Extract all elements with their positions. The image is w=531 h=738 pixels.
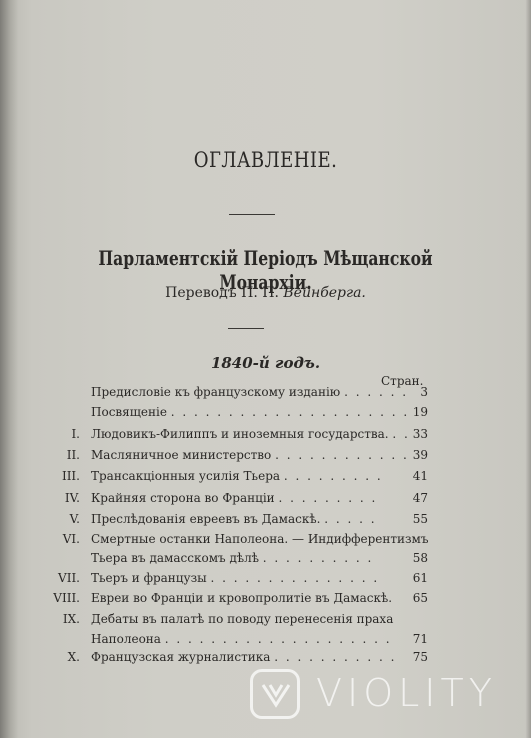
toc-entry-text bbox=[91, 532, 429, 546]
toc-entry bbox=[14, 532, 434, 553]
toc-entry-page: 71 bbox=[412, 632, 428, 646]
toc-entry-leader: . . . . . . . . . . . bbox=[274, 650, 397, 664]
toc-entry-page: 19 bbox=[412, 405, 428, 419]
toc-entry bbox=[14, 448, 434, 469]
toc-entry-text bbox=[91, 491, 377, 505]
toc-entry-page: 41 bbox=[412, 469, 428, 483]
toc-entry-number: III. bbox=[61, 469, 80, 483]
toc-entry-text bbox=[91, 448, 409, 462]
divider-rule bbox=[228, 328, 264, 329]
toc-entry-title: Людовикъ-Филиппъ и иноземныя государства. bbox=[91, 427, 389, 441]
translator-line bbox=[0, 285, 531, 301]
toc-entry-page: 3 bbox=[420, 385, 428, 399]
toc-entry-title: Французская журналистика bbox=[91, 650, 271, 664]
divider-rule bbox=[229, 214, 275, 215]
toc-entry-text bbox=[91, 551, 373, 565]
toc-entry-leader: . . . . . . . . . . bbox=[262, 551, 374, 565]
toc-entry-page: 75 bbox=[412, 650, 428, 664]
toc-entry-text bbox=[91, 612, 393, 626]
toc-entry-page: 47 bbox=[412, 491, 428, 505]
toc-entry-number: VI. bbox=[62, 532, 80, 546]
toc-entry-text bbox=[91, 385, 408, 399]
toc-entry-leader: . . . . . . . . . . . . bbox=[275, 448, 409, 462]
toc-entry-leader: . . . . . . . . . . . . . . . bbox=[210, 571, 380, 585]
toc-entry bbox=[14, 427, 434, 448]
toc-entry-title: Наполеона bbox=[91, 632, 161, 646]
toc-entry bbox=[14, 571, 434, 592]
toc-entry-title: Тьера въ дамасскомъ дѣлѣ bbox=[91, 551, 259, 565]
toc-entry-title: Трансакціонныя усилія Тьера bbox=[91, 469, 281, 483]
toc-entry-text bbox=[91, 469, 383, 483]
toc-entry bbox=[14, 385, 434, 406]
contents-title: ОГЛАВЛЕНІЕ. bbox=[193, 148, 338, 172]
toc-entry-page: 33 bbox=[412, 427, 428, 441]
toc-entry bbox=[14, 612, 434, 633]
toc-entry bbox=[14, 512, 434, 533]
toc-entry-title: Посвященіе bbox=[91, 405, 167, 419]
toc-entry-title: Смертные останки Наполеона. — Индифферентизмъ bbox=[91, 532, 429, 546]
watermark-brand: VIOLITY bbox=[316, 671, 497, 715]
toc-entry bbox=[14, 591, 434, 612]
toc-entry-text bbox=[91, 405, 409, 419]
page-column-label: Стран. bbox=[381, 374, 424, 388]
toc-entry-number: VIII. bbox=[53, 591, 80, 605]
toc-entry-page: 58 bbox=[412, 551, 428, 565]
toc-entry-number: VII. bbox=[58, 571, 80, 585]
toc-entry-number: IX. bbox=[62, 612, 80, 626]
toc-entry-text bbox=[91, 512, 377, 526]
toc-entry-text bbox=[91, 650, 396, 664]
translator-name: Вейнберга. bbox=[283, 285, 366, 301]
toc-entry-page: 55 bbox=[412, 512, 428, 526]
violity-logo-icon bbox=[250, 669, 300, 719]
watermark bbox=[250, 667, 520, 723]
toc-entry-title: Крайняя сторона во Франціи bbox=[91, 491, 275, 505]
toc-entry bbox=[14, 405, 434, 426]
toc-entry-text bbox=[91, 591, 392, 605]
toc-entry-title: Преслѣдованія евреевъ въ Дамаскѣ. bbox=[91, 512, 321, 526]
toc-entry-title: Евреи во Франціи и кровопролитіе въ Дамаскѣ. bbox=[91, 591, 393, 605]
toc-entry bbox=[14, 491, 434, 512]
toc-entry-leader: . . . . . . . . . bbox=[283, 469, 383, 483]
toc-entry-text bbox=[91, 632, 392, 646]
main-title: Парламентскій Періодъ Мѣщанской Монархіи. bbox=[98, 246, 433, 294]
toc-entry-text bbox=[91, 571, 379, 585]
translator-prefix: Переводъ П. П. bbox=[165, 285, 279, 301]
toc-entry-page: 65 bbox=[412, 591, 428, 605]
toc-entry-page: 61 bbox=[412, 571, 428, 585]
toc-entry-title: Дебаты въ палатѣ по поводу перенесенія праха bbox=[91, 612, 394, 626]
toc-entry-number: II. bbox=[66, 448, 80, 462]
toc-entry bbox=[14, 469, 434, 490]
toc-entry-title: Предисловіе къ французскому изданію bbox=[91, 385, 341, 399]
year-heading: 1840-й годъ. bbox=[210, 354, 321, 372]
toc-entry-leader: . . . . . . . . . . . . . . . . . . . . . bbox=[170, 405, 410, 419]
toc-entry-title: Масляничное министерство bbox=[91, 448, 272, 462]
toc-entry-leader: . . . . . bbox=[324, 512, 377, 526]
toc-entry-number: I. bbox=[71, 427, 80, 441]
toc-entry-number: V. bbox=[69, 512, 80, 526]
toc-entry-leader: . . . . . . bbox=[344, 385, 409, 399]
toc-entry-text bbox=[91, 427, 410, 441]
toc-entry-number: X. bbox=[67, 650, 80, 664]
toc-entry-title: Тьеръ и французы bbox=[91, 571, 207, 585]
toc-entry-leader: . . . . . . . . . bbox=[278, 491, 378, 505]
toc-entry-leader: . . bbox=[392, 427, 410, 441]
toc-entry-page: 39 bbox=[412, 448, 428, 462]
toc-entry-number: IV. bbox=[64, 491, 80, 505]
toc-entry bbox=[14, 551, 434, 572]
toc-entry-leader: . . . . . . . . . . . . . . . . . . . . bbox=[164, 632, 392, 646]
